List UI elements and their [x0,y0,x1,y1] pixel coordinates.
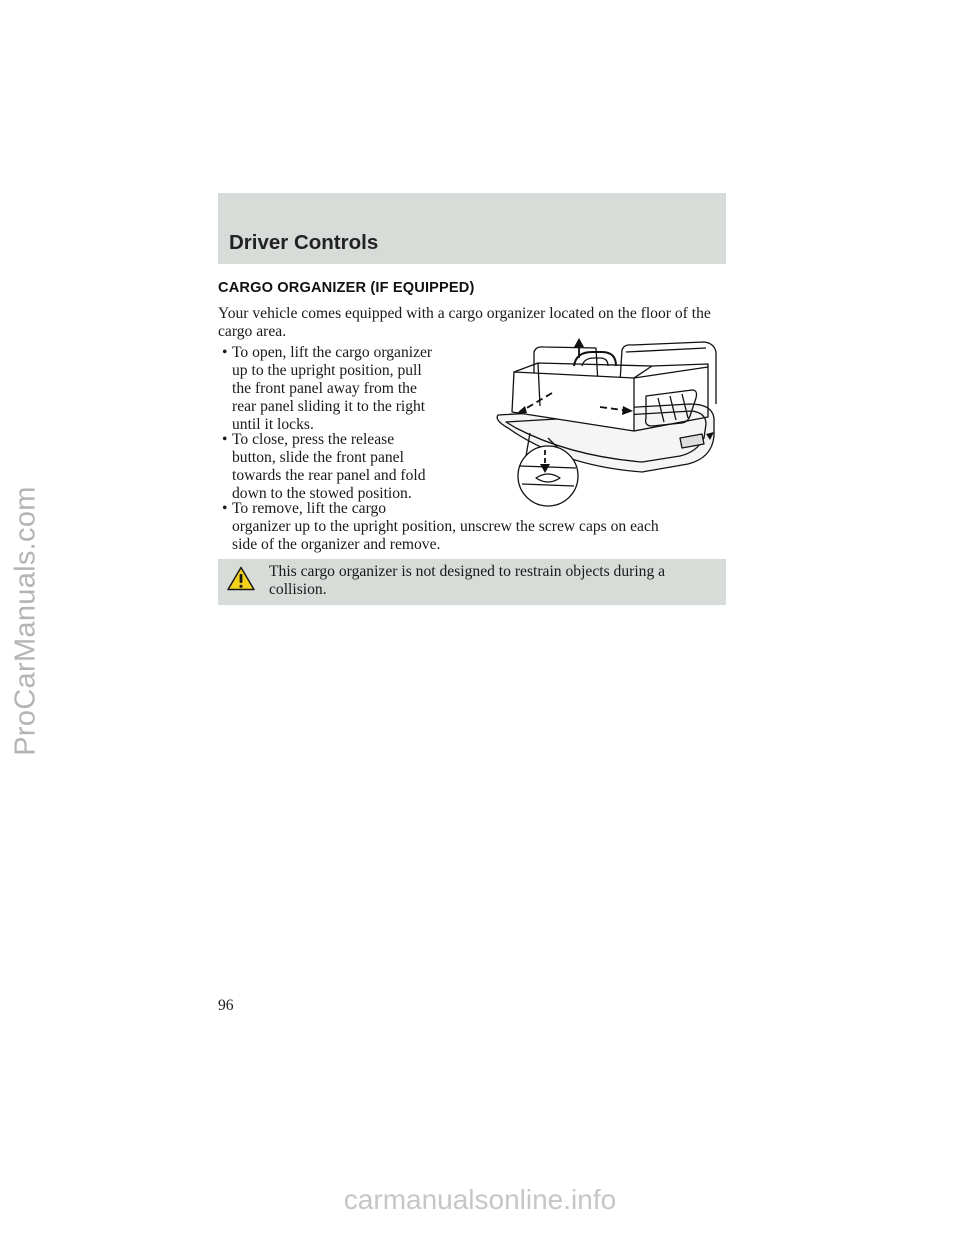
section-header-band [218,193,726,264]
bullet-remove [222,500,722,554]
warning-triangle-icon [227,566,255,591]
bottom-watermark: carmanualsonline.info [343,1184,617,1215]
section-title: CARGO ORGANIZER (IF EQUIPPED) [218,280,475,296]
bullet-marker: • [222,431,228,448]
bullet-close-text: To close, press the release button, slide the front panel towards the rear panel and fold down to the stowed position. [232,431,426,502]
bullet-remove-text: To remove, lift the cargo organizer up to the upright position, unscrew the screw caps on each side of the organizer and remove. [232,500,659,553]
side-watermark [6,0,46,1242]
intro-paragraph: Your vehicle comes equipped with a cargo organizer located on the floor of the cargo area. [218,305,711,340]
page-number: 96 [218,997,234,1014]
section-header-title: Driver Controls [229,231,379,254]
cargo-organizer-illustration [492,338,722,508]
warning-box [218,559,726,605]
bullet-marker: • [222,500,228,517]
bullet-close [222,431,462,503]
bullet-open-text: To open, lift the cargo organizer up to the upright position, pull the front panel away from the rear panel sliding it to the right until it locks. [232,344,433,433]
bullet-marker: • [222,344,228,361]
side-watermark-text: ProCarManuals.com [9,486,42,756]
warning-text: This cargo organizer is not designed to restrain objects during a collision. [269,563,666,598]
bullet-open [222,344,462,434]
